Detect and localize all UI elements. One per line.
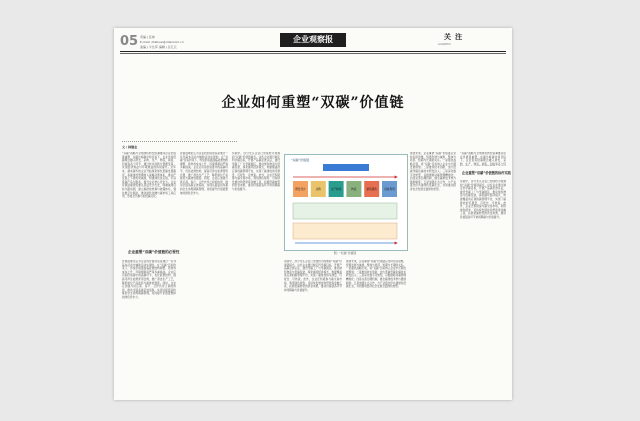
header-rule (120, 51, 506, 52)
text-column-1a: “双碳”战略与全球绿色转型浪潮推动企业价值链重塑，在碳达峰碳中和目标下，企业需将低碳理念融入研发、采购、生产、物流、销售、回收等各个环节，通过技术创新与管理变革，实现经济效益与环境效益的协同提升。近年来，越来越多的企业开始探索绿色低碳发展路径，将碳排放管理纳入战略决策体系，推动产业链上下游协同减排，构建绿色供应链，打造低碳产品与服务，提升企业核心竞争力。企业价值链重塑需要从顶层设计出发，明确减排目标与路线图，建立碳排放核算与披露体系，强化数字化赋能，推动绿色金融与碳市场工具应用，形成全员参与的低碳文化。 (122, 152, 176, 199)
stage-label: 回收利用 (384, 188, 395, 191)
stage-label: 生产制造 (330, 188, 342, 191)
text-column-6a: “双碳”战略与全球绿色转型浪潮推动企业价值链重塑，在碳达峰碳中和目标下，企业需将低碳理念融入研发、采购、生产、物流、销售、回收等各个环 (460, 152, 506, 166)
value-chain-diagram (285, 155, 407, 250)
stage-label: 销售服务 (366, 188, 377, 191)
stage-label: 采购 (315, 188, 321, 191)
support-layer (293, 223, 397, 239)
support-layer (293, 203, 397, 219)
author-byline: 文 / 韩继业 (122, 145, 138, 149)
text-column-5: 展望未来，企业重塑“双碳”价值链应坚持系统思维，统筹发展与减排、整体与局部、短期与长期的关系。一是强化战略引领，将“双碳”目标纳入企业中长期发展规划；二是推进技术创新，加大低碳零碳负碳技术研发投入；三是深化数字化转型，以数据驱动碳管理精细化；四是完善治理机制，健全碳排放考核与激励制度；五是加强生态合作，与产业链伙伴共建绿色低碳生态，共同推动经济社会发展全面绿色转型。 (410, 152, 456, 191)
header-meta (140, 35, 184, 50)
page-number: 05 (120, 34, 139, 49)
subhead-2: 企业重塑“双碳”价值链的标杆实践 (462, 171, 511, 175)
value-chain-figure (284, 154, 408, 251)
text-column-4a: 实践中，部分龙头企业已形成较为成熟的“双碳”价值链模式。这些企业通过制定科学碳目标，开展产品碳足迹认证，建设零碳工厂与零碳园区，推动绿色物流与低碳包装，探索循环经济模式，构建覆盖供应商的碳管理平台，实现了碳排放的可测量、可报告、可核查。此外，企业还积极参与碳交易市场，利用绿色债券、可持续发展挂钩贷款等金融工具，拓展低碳转型的资金来源，推动价值链各环节协同降碳与价值提升。 (284, 260, 342, 292)
section-nameplate: 企业观察报 (280, 33, 346, 47)
figure-title: “双碳”价值链 (291, 158, 310, 162)
header-rule-thin (120, 53, 506, 54)
stage-label: 研发设计 (295, 188, 306, 191)
column-subtitle: GUANZHU (438, 43, 451, 46)
page-header (114, 28, 512, 60)
stage-label: 物流 (351, 188, 357, 191)
text-column-4b: 展望未来，企业重塑“双碳”价值链应坚持系统思维，统筹发展与减排、整体与局部、短期与长期的关系。一是强化战略引领，将“双碳”目标纳入企业中长期发展规划；二是推进技术创新，加大低碳零碳负碳技术研发投入；三是深化数字化转型，以数据驱动碳管理精细化；四是完善治理机制，健全碳排放考核与激励制度；五是加强生态合作，与产业链伙伴共建绿色低碳生态，共同推动经济社会发展全面绿色转型。 (346, 260, 406, 289)
meta-line: E-mail: zhshuai@intercom.cn (140, 40, 184, 44)
figure-caption: 图：“双碳”价值链 (333, 251, 357, 255)
newspaper-page (114, 28, 512, 400)
text-column-1b: 价值链理论认为企业的价值创造是通过一系列基本活动与辅助活动实现的。在“双碳”目标约束下，传统价值链面临能源结构调整、原材料成本上升、环境规制趋严等多重挑战。企业应识别价值链中的高碳环节，优化能源结构，提高可再生能源使用比例，推广清洁生产工艺，降低单位产品能耗与碳排放强度。同时，企业应加强与供应商、客户、合作伙伴之间的协同，推动全链条碳足迹追踪，实现从摇篮到坟墓的全生命周期碳管理，进而提升价值链整体的绿色竞争力。 (122, 260, 176, 299)
meta-line: 美编 | 牛达军 编辑 | 任亿元 (140, 45, 177, 49)
diagram-title-bar (323, 164, 369, 171)
meta-line: 责编 | 张帅 (140, 35, 155, 39)
divider (122, 141, 237, 143)
article-title: 企业如何重塑“双碳”价值链 (221, 95, 405, 111)
text-column-2: 价值链理论认为企业的价值创造是通过一系列基本活动与辅助活动实现的。在“双碳”目标约束下，传统价值链面临能源结构调整、原材料成本上升、环境规制趋严等多重挑战。企业应识别价值链中的高碳环节，优化能源结构，提高可再生能源使用比例，推广清洁生产工艺，降低单位产品能耗与碳排放强度。同时，企业应加强与供应商、客户、合作伙伴之间的协同，推动全链条碳足迹追踪，实现从摇篮到坟墓的全生命周期碳管理，进而提升价值链整体的绿色竞争力。 (180, 152, 228, 195)
subhead-1: 企业重塑“双碳”价值链的必要性 (128, 250, 180, 254)
text-column-3: 实践中，部分龙头企业已形成较为成熟的“双碳”价值链模式。这些企业通过制定科学碳目标，开展产品碳足迹认证，建设零碳工厂与零碳园区，推动绿色物流与低碳包装，探索循环经济模式，构建覆盖供应商的碳管理平台，实现了碳排放的可测量、可报告、可核查。此外，企业还积极参与碳交易市场，利用绿色债券、可持续发展挂钩贷款等金融工具，拓展低碳转型的资金来源，推动价值链各环节协同降碳与价值提升。 (232, 152, 280, 191)
column-title: 关注 (444, 32, 466, 41)
text-column-6b: 实践中，部分龙头企业已形成较为成熟的“双碳”价值链模式。这些企业通过制定科学碳目标，开展产品碳足迹认证，建设零碳工厂与零碳园区，推动绿色物流与低碳包装，探索循环经济模式，构建覆盖供应商的碳管理平台，实现了碳排放的可测量、可报告、可核查。此外，企业还积极参与碳交易市场，利用绿色债券、可持续发展挂钩贷款等金融工具，拓展低碳转型的资金来源，推动价值链各环节协同降碳与价值提升。 (460, 180, 506, 219)
